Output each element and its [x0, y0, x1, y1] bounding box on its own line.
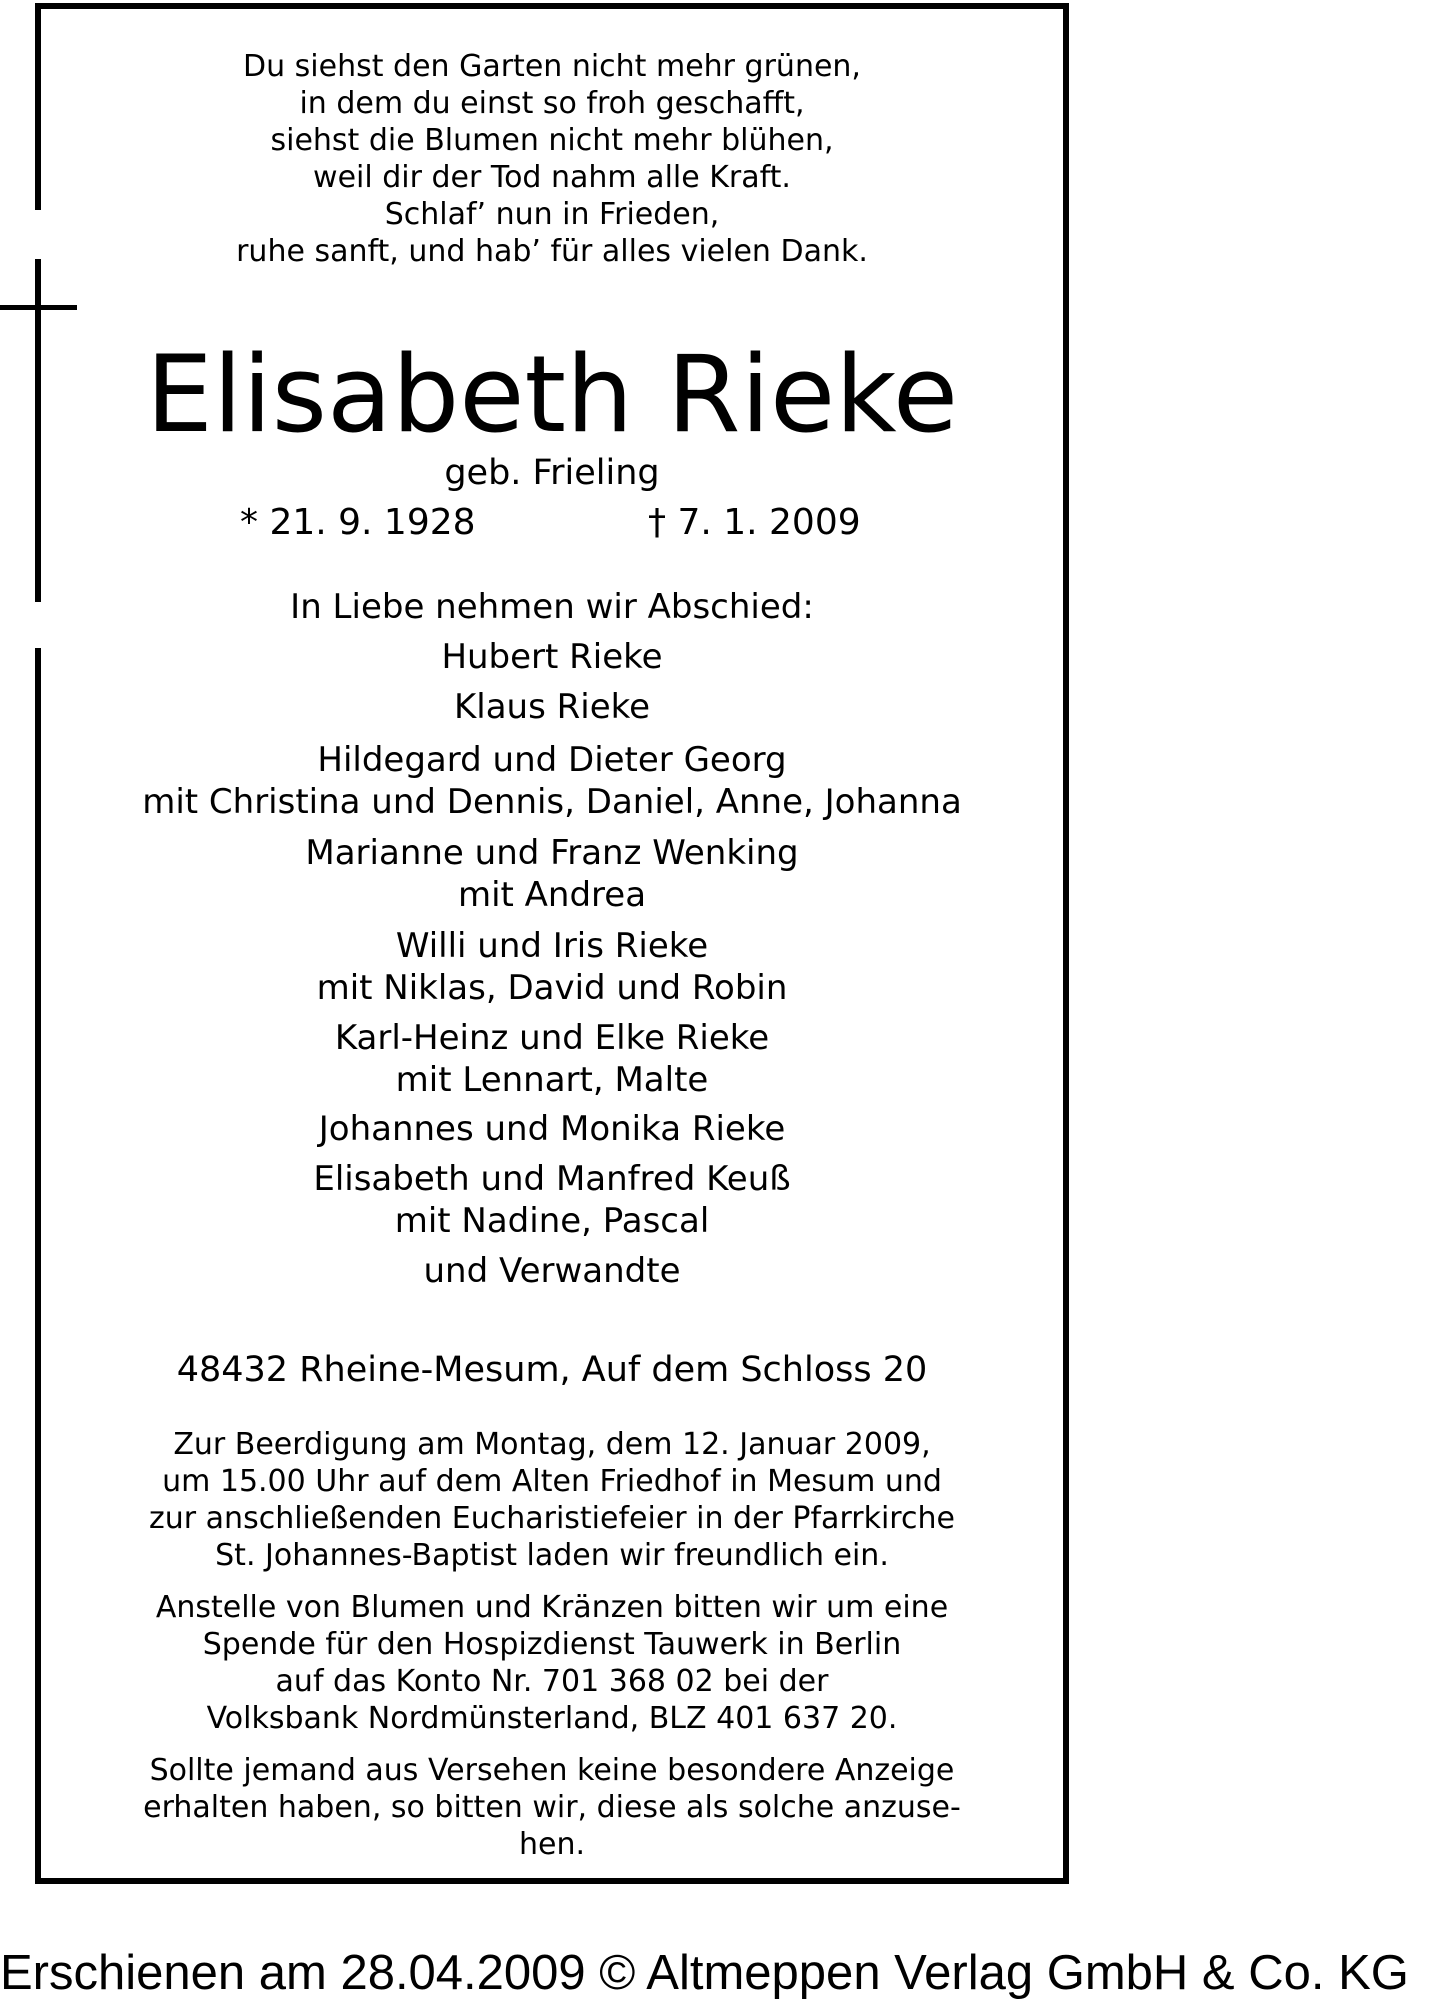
poem-line: weil dir der Tod nahm alle Kraft. [313, 160, 791, 195]
family-entry [41, 686, 1063, 728]
mourners-intro: In Liebe nehmen wir Abschied: [290, 587, 814, 627]
family-line: Marianne und Franz Wenking [305, 833, 799, 873]
family-line: Elisabeth und Manfred Keuß [313, 1159, 791, 1199]
family-line: Karl-Heinz und Elke Rieke [334, 1018, 770, 1058]
info-line: um 15.00 Uhr auf dem Alten Friedhof in Mesum und [162, 1464, 942, 1499]
family-line: mit Nadine, Pascal [394, 1201, 710, 1241]
family-entry [41, 1108, 1063, 1150]
birth-date: * 21. 9. 1928 [240, 502, 476, 543]
family-entry [41, 636, 1063, 678]
family-line: mit Christina und Dennis, Daniel, Anne, Johanna [142, 782, 962, 822]
family-line: Hildegard und Dieter Georg [317, 740, 787, 780]
family-entry [41, 925, 1063, 1009]
family-entry [41, 1017, 1063, 1101]
family-line: mit Lennart, Malte [395, 1060, 709, 1100]
poem-line: siehst die Blumen nicht mehr blühen, [270, 123, 834, 158]
info-line: Zur Beerdigung am Montag, dem 12. Januar 2009, [173, 1427, 931, 1462]
family-entry [41, 739, 1063, 823]
poem-line: Du siehst den Garten nicht mehr grünen, [243, 49, 861, 84]
address: 48432 Rheine-Mesum, Auf dem Schloss 20 [176, 1350, 928, 1390]
info-line: hen. [518, 1827, 586, 1862]
family-line: Johannes und Monika Rieke [318, 1109, 786, 1149]
info-line: Anstelle von Blumen und Kränzen bitten wir um eine [155, 1590, 949, 1625]
death-date: † 7. 1. 2009 [648, 502, 861, 543]
family-entry [41, 1158, 1063, 1242]
maiden-name: geb. Frieling [444, 453, 660, 493]
family-line: Willi und Iris Rieke [395, 926, 709, 966]
poem-line: in dem du einst so froh geschafft, [299, 86, 805, 121]
family-line: mit Niklas, David und Robin [316, 968, 788, 1008]
family-entry [41, 1250, 1063, 1292]
family-line: Klaus Rieke [453, 687, 651, 727]
notice-info [41, 1752, 1063, 1863]
family-line: Hubert Rieke [441, 637, 663, 677]
family-line: mit Andrea [457, 875, 647, 915]
info-line: zur anschließenden Eucharistiefeier in der Pfarrkirche [149, 1501, 955, 1536]
publication-footer: Erschienen am 28.04.2009 © Altmeppen Verlag GmbH & Co. KG [0, 1946, 1409, 2000]
deceased-name: Elisabeth Rieke [145, 333, 959, 456]
info-line: St. Johannes-Baptist laden wir freundlich ein. [215, 1538, 889, 1573]
info-line: Spende für den Hospizdienst Tauwerk in Berlin [202, 1627, 902, 1662]
family-line: und Verwandte [423, 1251, 681, 1291]
info-line: Volksbank Nordmünsterland, BLZ 401 637 20. [206, 1701, 898, 1736]
poem-line: ruhe sanft, und hab’ für alles vielen Dank. [236, 234, 868, 269]
funeral-info [41, 1426, 1063, 1574]
poem [41, 48, 1063, 270]
info-line: auf das Konto Nr. 701 368 02 bei der [275, 1664, 829, 1699]
poem-line: Schlaf’ nun in Frieden, [384, 197, 720, 232]
info-line: erhalten haben, so bitten wir, diese als solche anzuse- [143, 1790, 961, 1825]
family-entry [41, 832, 1063, 916]
cross-icon [0, 305, 77, 310]
donation-info [41, 1589, 1063, 1737]
info-line: Sollte jemand aus Versehen keine besondere Anzeige [149, 1753, 955, 1788]
